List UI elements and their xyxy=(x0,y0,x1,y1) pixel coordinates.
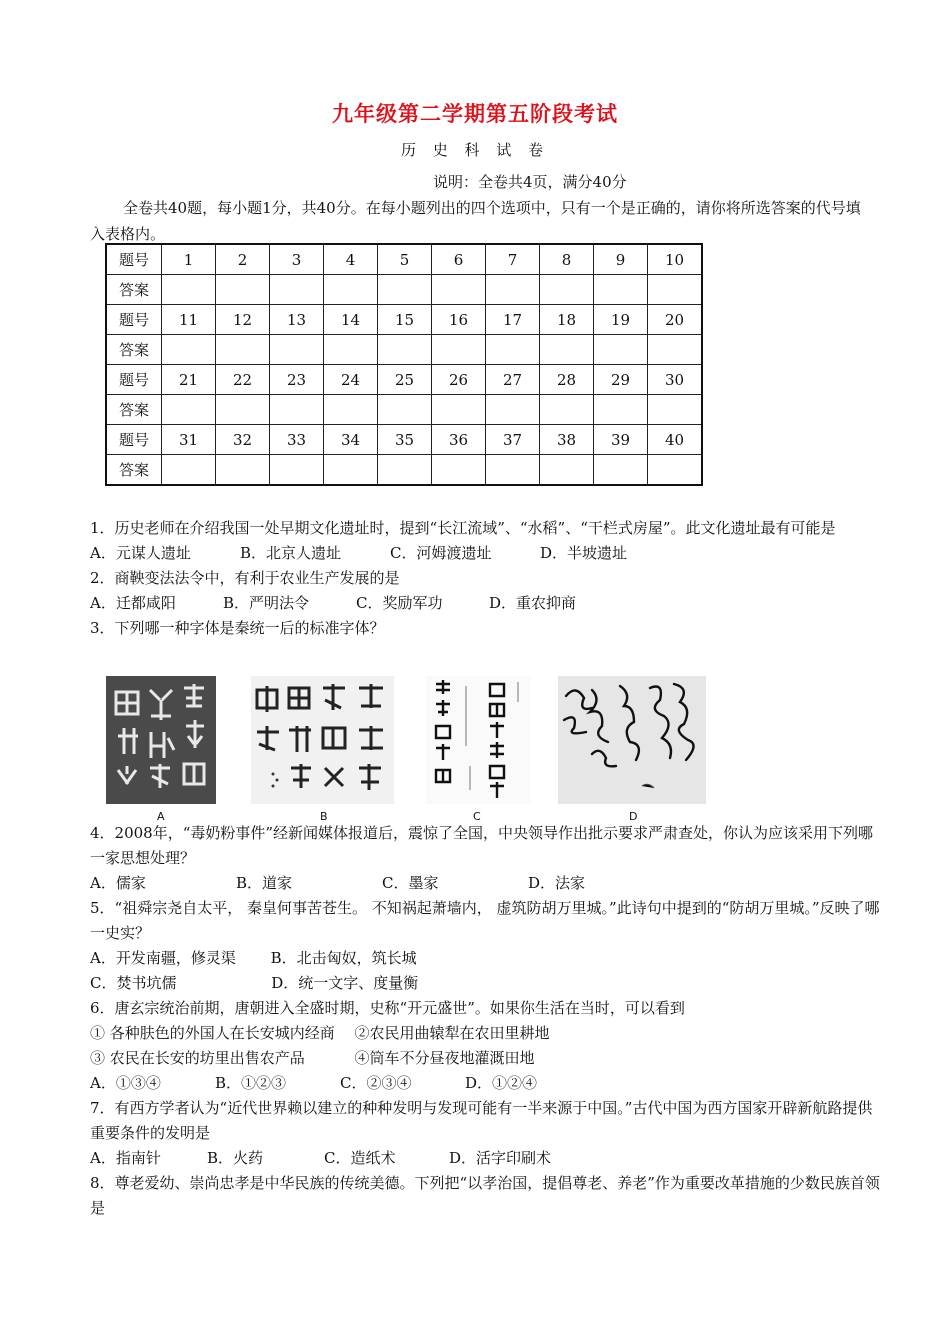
answer-cell[interactable] xyxy=(270,395,324,425)
answer-table xyxy=(105,243,703,486)
question-number-cell: 8 xyxy=(540,244,594,275)
option: A．迁都咸阳 xyxy=(90,594,176,612)
question-number-cell: 20 xyxy=(648,305,703,335)
question-number-cell: 16 xyxy=(432,305,486,335)
question-number-cell: 5 xyxy=(378,244,432,275)
answer-cell[interactable] xyxy=(270,275,324,305)
question-number-cell: 37 xyxy=(486,425,540,455)
answer-cell[interactable] xyxy=(324,335,378,365)
question-number-cell: 30 xyxy=(648,365,703,395)
row-label-question: 题号 xyxy=(106,244,162,275)
option: C．墨家 xyxy=(382,874,439,892)
answer-cell[interactable] xyxy=(648,455,703,486)
statement-row: ③ 农民在长安的坊里出售农产品 ④筒车不分昼夜地灌溉田地 xyxy=(90,1049,535,1067)
answer-cell[interactable] xyxy=(162,335,216,365)
question-number-cell: 14 xyxy=(324,305,378,335)
answer-cell[interactable] xyxy=(378,275,432,305)
answer-cell[interactable] xyxy=(432,275,486,305)
answer-cell[interactable] xyxy=(216,275,270,305)
option-row xyxy=(90,871,880,896)
question-number-cell: 25 xyxy=(378,365,432,395)
question-number-row xyxy=(106,365,702,395)
answer-cell[interactable] xyxy=(540,455,594,486)
answer-cell[interactable] xyxy=(432,335,486,365)
row-label-answer: 答案 xyxy=(106,335,162,365)
answer-cell[interactable] xyxy=(594,455,648,486)
option-row: A．开发南疆，修灵渠 B．北击匈奴，筑长城 xyxy=(90,949,417,967)
question-number-cell: 17 xyxy=(486,305,540,335)
answer-cell[interactable] xyxy=(162,395,216,425)
question-number-cell: 1 xyxy=(162,244,216,275)
question-number-cell: 28 xyxy=(540,365,594,395)
question-number-cell: 35 xyxy=(378,425,432,455)
answer-cell[interactable] xyxy=(324,395,378,425)
option: B．火药 xyxy=(207,1149,264,1167)
question-stem: 6．唐玄宗统治前期，唐朝进入全盛时期，史称“开元盛世”。如果你生活在当时，可以看到 xyxy=(90,999,685,1017)
question-number-cell: 27 xyxy=(486,365,540,395)
question-number-cell: 32 xyxy=(216,425,270,455)
question-number-cell: 26 xyxy=(432,365,486,395)
answer-cell[interactable] xyxy=(648,275,703,305)
option: C．②③④ xyxy=(340,1074,412,1092)
exam-note: 说明：全卷共4页，满分40分 xyxy=(433,173,627,191)
answer-cell[interactable] xyxy=(432,455,486,486)
question-list xyxy=(90,516,880,1221)
answer-cell[interactable] xyxy=(162,455,216,486)
row-label-answer: 答案 xyxy=(106,455,162,486)
question-number-cell: 22 xyxy=(216,365,270,395)
question-number-cell: 12 xyxy=(216,305,270,335)
answer-cell[interactable] xyxy=(162,275,216,305)
question-number-cell: 10 xyxy=(648,244,703,275)
answer-cell[interactable] xyxy=(270,455,324,486)
answer-cell[interactable] xyxy=(486,335,540,365)
answer-cell[interactable] xyxy=(378,335,432,365)
answer-row xyxy=(106,455,702,486)
row-label-question: 题号 xyxy=(106,365,162,395)
figure-c-label: C xyxy=(473,810,481,823)
question-number-cell: 34 xyxy=(324,425,378,455)
question-stem: 2．商鞅变法法令中，有利于农业生产发展的是 xyxy=(90,569,400,587)
answer-cell[interactable] xyxy=(648,335,703,365)
answer-cell[interactable] xyxy=(270,335,324,365)
answer-cell[interactable] xyxy=(486,395,540,425)
question-stem: 8．尊老爱幼、崇尚忠孝是中华民族的传统美德。下列把“以孝治国，提倡尊老、养老”作为重要改革措施的少数民族首领是 xyxy=(90,1174,880,1217)
question-number-cell: 15 xyxy=(378,305,432,335)
question-number-cell: 7 xyxy=(486,244,540,275)
option: B．①②③ xyxy=(215,1074,287,1092)
row-label-question: 题号 xyxy=(106,305,162,335)
option: C．河姆渡遗址 xyxy=(390,544,492,562)
answer-cell[interactable] xyxy=(324,455,378,486)
exam-instructions: 全卷共40题，每小题1分，共40分。在每小题列出的四个选项中，只有一个是正确的，请你将所选答案的代号填入表格内。 xyxy=(90,199,861,243)
question-number-cell: 36 xyxy=(432,425,486,455)
answer-cell[interactable] xyxy=(486,455,540,486)
answer-cell[interactable] xyxy=(540,275,594,305)
answer-cell[interactable] xyxy=(378,395,432,425)
answer-cell[interactable] xyxy=(486,275,540,305)
question-number-row xyxy=(106,425,702,455)
question-number-cell: 23 xyxy=(270,365,324,395)
row-label-question: 题号 xyxy=(106,425,162,455)
answer-cell[interactable] xyxy=(378,455,432,486)
question-number-cell: 21 xyxy=(162,365,216,395)
answer-cell[interactable] xyxy=(594,335,648,365)
answer-cell[interactable] xyxy=(594,275,648,305)
answer-cell[interactable] xyxy=(216,455,270,486)
option-row xyxy=(90,1146,880,1171)
answer-cell[interactable] xyxy=(648,395,703,425)
answer-row xyxy=(106,275,702,305)
question-number-cell: 24 xyxy=(324,365,378,395)
figure-a-label: A xyxy=(157,810,165,823)
answer-row xyxy=(106,395,702,425)
answer-cell[interactable] xyxy=(540,335,594,365)
question-number-cell: 29 xyxy=(594,365,648,395)
option: D．半坡遗址 xyxy=(540,544,628,562)
answer-cell[interactable] xyxy=(324,275,378,305)
option-row xyxy=(90,541,880,566)
option-row xyxy=(90,591,880,616)
statement-row: ① 各种肤色的外国人在长安城内经商 ②农民用曲辕犁在农田里耕地 xyxy=(90,1024,550,1042)
exam-subtitle: 历 史 科 试 卷 xyxy=(400,141,550,159)
row-label-answer: 答案 xyxy=(106,395,162,425)
question-number-cell: 40 xyxy=(648,425,703,455)
row-label-answer: 答案 xyxy=(106,275,162,305)
option-row: C．焚书坑儒 D．统一文字、度量衡 xyxy=(90,974,419,992)
figure-d-label: D xyxy=(629,810,638,823)
answer-cell[interactable] xyxy=(540,395,594,425)
answer-row xyxy=(106,335,702,365)
question-number-cell: 33 xyxy=(270,425,324,455)
question-number-cell: 31 xyxy=(162,425,216,455)
option: C．奖励军功 xyxy=(356,594,443,612)
figure-b-label: B xyxy=(320,810,328,823)
option: D．①②④ xyxy=(465,1074,538,1092)
question-number-cell: 3 xyxy=(270,244,324,275)
question-stem: 4．2008年，“毒奶粉事件”经新闻媒体报道后，震惊了全国，中央领导作出批示要求严肃查处，你认为应该采用下列哪一家思想处理？ xyxy=(90,824,874,867)
answer-cell[interactable] xyxy=(216,395,270,425)
question-number-cell: 9 xyxy=(594,244,648,275)
option: D．法家 xyxy=(528,874,586,892)
question-number-row xyxy=(106,244,702,275)
option: D．重农抑商 xyxy=(489,594,577,612)
option: C．造纸术 xyxy=(324,1149,396,1167)
answer-cell[interactable] xyxy=(432,395,486,425)
question-number-cell: 19 xyxy=(594,305,648,335)
question-number-cell: 4 xyxy=(324,244,378,275)
question-number-cell: 18 xyxy=(540,305,594,335)
answer-cell[interactable] xyxy=(594,395,648,425)
question-stem: 3．下列哪一种字体是秦统一后的标准字体？ xyxy=(90,619,385,637)
question-number-cell: 38 xyxy=(540,425,594,455)
question-stem: 5．“祖舜宗尧自太平， 秦皇何事苦苍生。 不知祸起萧墙内， 虚筑防胡万里城。”此诗句中提到的“防胡万里城。”反映了哪一史实？ xyxy=(90,899,880,942)
option: A．元谋人遗址 xyxy=(90,544,191,562)
question-number-cell: 11 xyxy=(162,305,216,335)
option-row xyxy=(90,1071,880,1096)
option: A．指南针 xyxy=(90,1149,161,1167)
option: B．严明法令 xyxy=(223,594,310,612)
question-number-cell: 6 xyxy=(432,244,486,275)
option: A．儒家 xyxy=(90,874,146,892)
question-number-cell: 13 xyxy=(270,305,324,335)
question-number-cell: 2 xyxy=(216,244,270,275)
question-number-row xyxy=(106,305,702,335)
answer-cell[interactable] xyxy=(216,335,270,365)
option: D．活字印刷术 xyxy=(449,1149,552,1167)
exam-title: 九年级第二学期第五阶段考试 xyxy=(332,101,618,126)
question-stem: 7．有西方学者认为“近代世界赖以建立的种种发明与发现可能有一半来源于中国。”古代中国为西方国家开辟新航路提供重要条件的发明是 xyxy=(90,1099,873,1142)
question-stem: 1．历史老师在介绍我国一处早期文化遗址时，提到“长江流域”、“水稻”、“干栏式房屋”。此文化遗址最有可能是 xyxy=(90,519,836,537)
option: B．道家 xyxy=(236,874,293,892)
option: B．北京人遗址 xyxy=(240,544,342,562)
question-number-cell: 39 xyxy=(594,425,648,455)
option: A．①③④ xyxy=(90,1074,161,1092)
